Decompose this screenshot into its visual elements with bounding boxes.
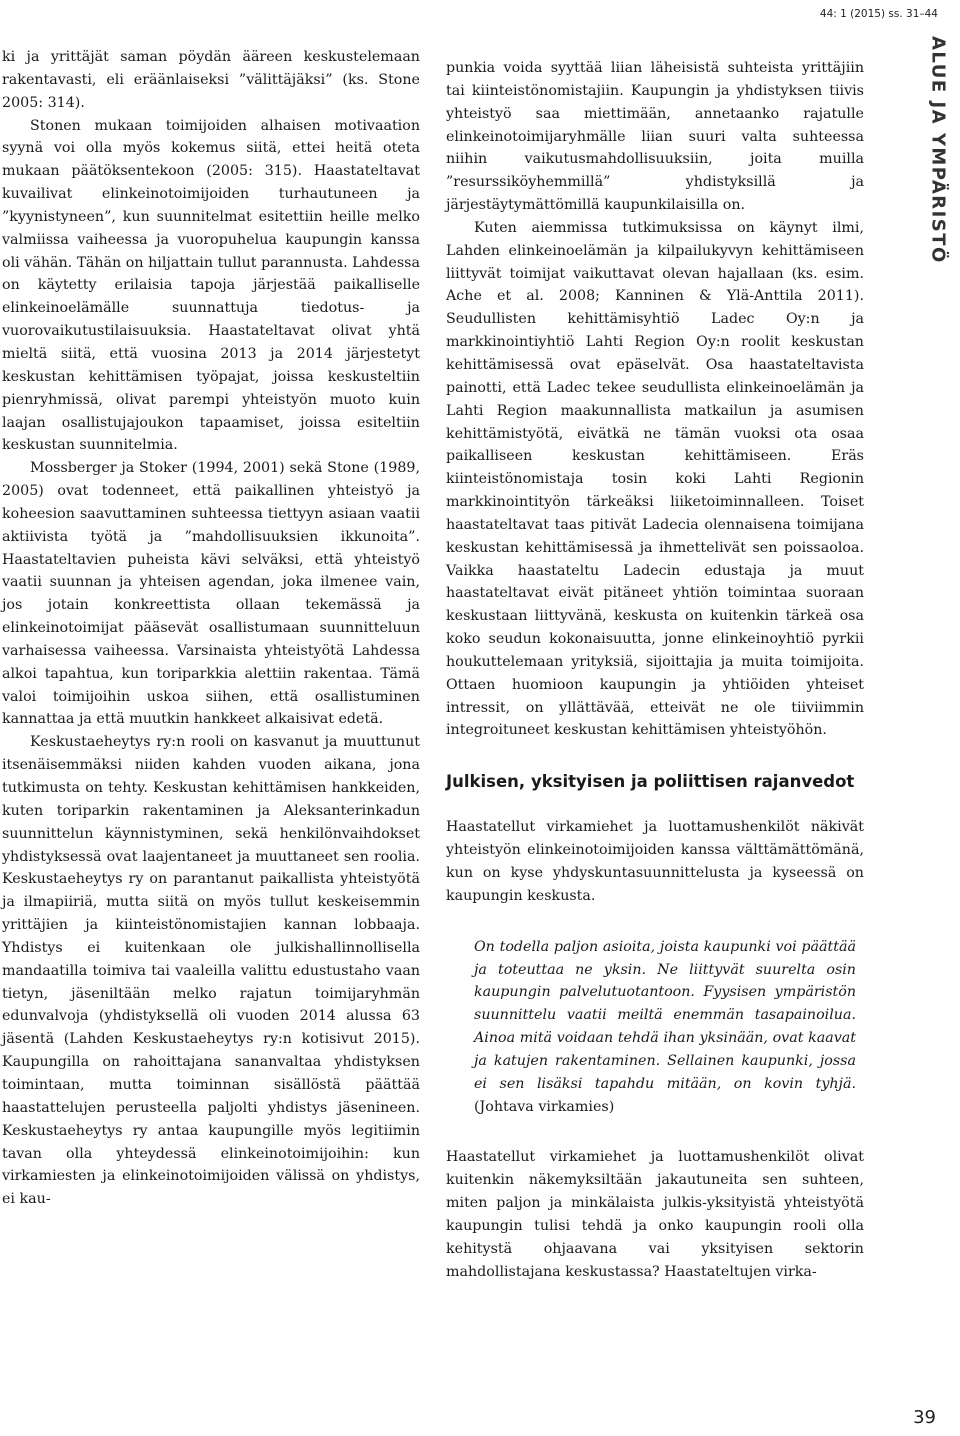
left-paragraph: Stonen mukaan toimijoiden alhaisen motivaation syynä voi olla myös kokemus siitä, ettei heitä oteta mukaan päätöksentekoon (2005: 315). Haastateltavat kuvailivat elinkeinotoimijoiden turhautuneen ja ”kyynistyneen”, kun suunnitelmat esitettiin heille melko valmiissa vaiheessa ja vuoropuhelua kaupungin kanssa oli vähän. Tähän on hiljattain tullut parannusta. Lahdessa on käytetty erilaisia tapoja järjestää paikalliselle elinkeinoelämälle suunnattuja tiedotus- ja vuorovaikutustilaisuuksia. Haastateltavat olivat yhtä mieltä siitä, että vuosina 2013 ja 2014 järjestetyt keskustan kehittämisen työpajat, joissa keskusteltiin pienryhmissä, olivat parempi yhteistyön muoto kuin laajan osallistujajoukon tapaamiset, joissa esiteltiin keskustan suunnitelmia. [2, 117, 420, 454]
page-number: 39 [913, 1407, 936, 1428]
right-paragraph: Haastatellut virkamiehet ja luottamushenkilöt olivat kuitenkin näkemyksiltään jakautuneita sen suhteen, miten paljon ja minkälaista julkis-yksityistä yhteistyötä kaupungin tulisi tehdä ja onko kaupungin rooli olla kehitystä ohjaavana vai yksityisen sektorin mahdollistajana keskustassa? Haastateltujen virka- [446, 1149, 864, 1280]
right-paragraph: punkia voida syyttää liian läheisistä suhteista yrittäjiin tai kiinteistönomistajiin. Kaupungin ja yhdistyksen tiivis yhteistyö saa miettimään, annetaanko rajatulle elinkeinotoimijaryhmälle liian suuri valta suhteessa niihin vaikutusmahdollisuuksiin, joita muilla ”resurssiköyhemmillä” yhdistyksillä ja järjestäytymättömillä kaupunkilaisilla on. [446, 60, 864, 214]
section-tab-label: ALUE JA YMPÄRISTÖ [927, 36, 949, 264]
left-paragraph: Mossberger ja Stoker (1994, 2001) sekä Stone (1989, 2005) ovat todenneet, että paikallinen yhteistyö ja koheesion saavuttaminen suhteessa tiettyyn asiaan vaatii aktiivista työtä ja ”mahdollisuuksien ikkunoita”. Haastateltavien puheista kävi selväksi, että yhteistyö vaatii suunnan ja yhteisen agendan, joka ilmenee vain, jos jotain konkreettista ollaan tekemässä ja elinkeinotoimijat pääsevät osallistumaan suunnitteluun varhaisessa vaiheessa. Varsinaista yhteistyötä Lahdessa alkoi tapahtua, kun toriparkkia alettiin rakentaa. Tämä valoi toimijoihin uskoa siihen, että osallistuminen kannattaa ja että muutkin hankkeet alkaisivat edetä. [2, 460, 420, 728]
right-paragraph: Haastatellut virkamiehet ja luottamushenkilöt näkivät yhteistyön elinkeinotoimijoiden kanssa välttämättömänä, kun on kyse yhdyskuntasuunnittelusta ja kyseessä on kaupungin keskusta. [446, 819, 864, 904]
running-header: 44: 1 (2015) ss. 31–44 [819, 8, 938, 20]
quote-text: On todella paljon asioita, joista kaupunki voi päättää ja toteuttaa ne yksin. Ne liittyvät suurelta osin kaupungin palvelutuotantoon. Fyysisen ympäristön suunnittelu vaatii meiltä enemmän tasapainoilua. Ainoa mitä voidaan tehdä ihan yksinään, ovat kaavat ja katujen rakentaminen. Sellainen kaupunki, jossa ei sen lisäksi tapahdu mitään, on kovin tyhjä. [474, 938, 856, 1092]
left-paragraph: ki ja yrittäjät saman pöydän ääreen keskustelemaan rakentavasti, eli eräänlaiseksi ”välittäjäksi” (ks. Stone 2005: 314). [2, 49, 420, 111]
left-column [2, 46, 420, 1211]
right-paragraph: Kuten aiemmissa tutkimuksissa on käynyt ilmi, Lahden elinkeinoelämän ja kilpailukyvyn kehittämiseen liittyvät toimijat vaikuttavat olevan hajallaan (ks. esim. Ache et al. 2008; Kanninen & Ylä-Anttila 2011). Seudullisten kehittämisyhtiö Ladec Oy:n ja markkinointiyhtiö Lahti Region Oy:n roolit keskustan kehittämisessä ovat epäselvät. Osa haastateltavista painotti, että Ladec tekee seudullista elinkeinoelämän ja Lahti Region maakunnallista matkailun ja asumisen kehittämistyötä, eivätkä ne tämän vuoksi ota osaa paikalliseen keskustan kehittämiseen. Eräs kiinteistönomistaja tosin koki Lahti Regionin markkinointityön tärkeäksi liiketoiminnalleen. Toiset haastateltavat taas pitivät Ladecia olennaisena toimijana keskustan kehittämisessä ja ihmettelivät sen poissaoloa. Vaikka haastateltu Ladecin edustaja ja muut haastateltavat eivät pitäneet yhtiön toimintaa suoraan keskustaan liittyvänä, keskusta on kuitenkin tärkeä osa koko seudun kokonaisuutta, jonne elinkeinoyhtiö pyrkii houkuttelemaan yrityksiä, sijoittajia ja muita toimijoita. Ottaen huomioon kaupungin ja yhtiöiden yhteiset intressit, on yllättävää, etteivät ne ole tiiviimmin integroituneet keskustan kehittämisen yhteistyöhön. [446, 219, 864, 739]
quote-attribution: (Johtava virkamies) [474, 1098, 615, 1115]
block-quote [474, 936, 856, 1119]
section-heading: Julkisen, yksityisen ja poliittisen rajanvedot [446, 772, 855, 792]
section-tab [916, 0, 960, 270]
left-paragraph: Keskustaeheytys ry:n rooli on kasvanut ja muuttunut itsenäisemmäksi niiden kahden vuoden aikana, jona tutkimusta on tehty. Keskustan kehittämisen hankkeiden, kuten toriparkin rakentaminen ja Aleksanterinkadun suunnittelun käynnistyminen, sekä henkilönvaihdokset yhdistyksessä ovat laajentaneet ja muuttaneet sen roolia. Keskustaeheytys ry on parantanut paikallista yhteistyötä ja ilmapiiriä, mutta siitä on myös tullut keskeisemmin yrittäjien ja kiinteistönomistajien kannan lobbaaja. Yhdistys ei kuitenkaan ole julkishallinnollisella mandaatilla toimiva tai vaaleilla valittu edustustaho vaan tietyn, jäseniltään melko rajatun toimijaryhmän edunvalvoja (yhdistyksellä oli vuoden 2014 alussa 63 jäsentä (Lahden Keskustaeheytys ry:n kotisivut 2015). Kaupungilla on rahoittajana sananvaltaa yhdistyksen toimintaan, mutta toiminnan sisällöstä päättää haastattelujen perusteella paljolti yhdistys jäsenineen. Keskustaeheytys ry antaa kaupungille myös legitiimin tavan olla yhteydessä elinkeinotoimijoihin: kun virkamiesten ja elinkeinotoimijoiden välissä on yhdistys, ei kau- [2, 734, 420, 1208]
right-column [446, 57, 864, 1284]
